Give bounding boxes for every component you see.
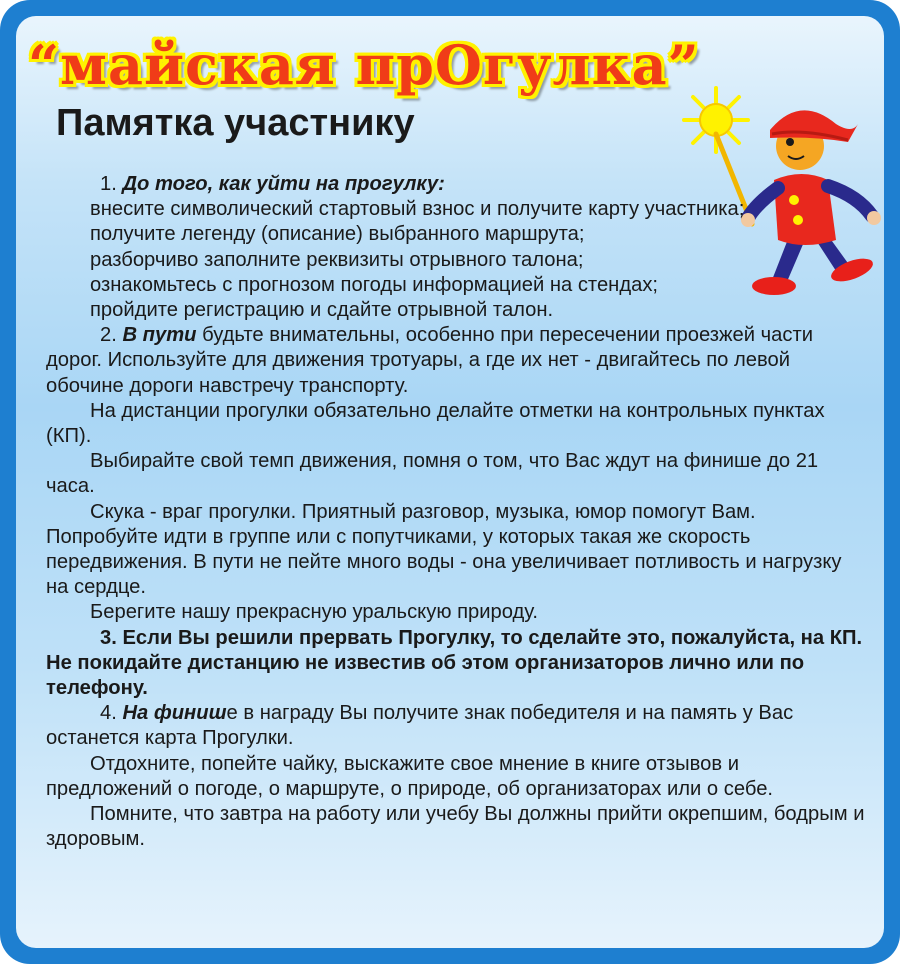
section-4-paragraph-2: Отдохните, попейте чайку, выскажите свое мнение в книге отзывов и предложений о погоде, о маршруте, о природе, об организаторах или о себе.	[46, 752, 774, 800]
section-2-paragraph-4: Скука - враг прогулки. Приятный разговор, музыка, юмор помогут Вам. Попробуйте идти в группе или с попутчиками, у которых такая же скорость передвижения. В пути не пейте много воды - она увеличивает потливость и нагрузку на сердце.	[46, 500, 842, 599]
poster-panel	[16, 16, 884, 948]
section-2-text: будьте внимательны, особенно при пересечении проезжей части дорог. Используйте для движения тротуары, а где их нет - двигайтесь по левой обочине дороги навстречу транспорту.	[46, 324, 814, 397]
section-4-text: е в награду Вы получите знак победителя и на память у Вас останется карта Прогулки.	[46, 702, 794, 750]
banner-title: “майская прОгулка”	[28, 33, 700, 97]
section-1-heading	[46, 172, 866, 197]
section-1-item: получите легенду (описание) выбранного маршрута;	[90, 223, 585, 246]
section-1-item: разборчиво заполните реквизиты отрывного талона;	[90, 248, 584, 271]
section-2-number: 2.	[100, 324, 123, 347]
section-1-item: внесите символический стартовый взнос и получите карту участника;	[90, 198, 745, 221]
page-title: Памятка участнику	[56, 102, 415, 144]
section-4-number: 4.	[100, 702, 123, 725]
section-2-paragraph-5: Берегите нашу прекрасную уральскую природу.	[90, 601, 538, 624]
section-2-heading: В пути	[122, 324, 197, 347]
section-1-heading-text: До того, как уйти на прогулку:	[122, 173, 445, 195]
section-1-number: 1.	[100, 173, 123, 195]
section-2-paragraph-2: На дистанции прогулки обязательно делайте отметки на контрольных пунктах (КП).	[46, 399, 825, 448]
section-1-item: пройдите регистрацию и сдайте отрывной талон.	[90, 299, 554, 322]
section-1-item: ознакомьтесь с прогнозом погоды информацией на стендах;	[90, 273, 659, 296]
section-2-paragraph	[46, 323, 866, 399]
section-4-heading: На финиш	[122, 702, 227, 725]
section-3-paragraph: 3. Если Вы решили прервать Прогулку, то сделайте это, пожалуйста, на КП. Не покидайте дистанцию не известив об этом организаторов лично или по телефону.	[46, 626, 863, 700]
section-4-paragraph	[46, 701, 866, 751]
memo-content	[46, 172, 866, 852]
section-4-paragraph-3: Помните, что завтра на работу или учебу Вы должны прийти окрепшим, бодрым и здоровым.	[46, 803, 865, 851]
section-2-paragraph-3: Выбирайте свой темп движения, помня о том, что Вас ждут на финише до 21 часа.	[46, 450, 819, 498]
